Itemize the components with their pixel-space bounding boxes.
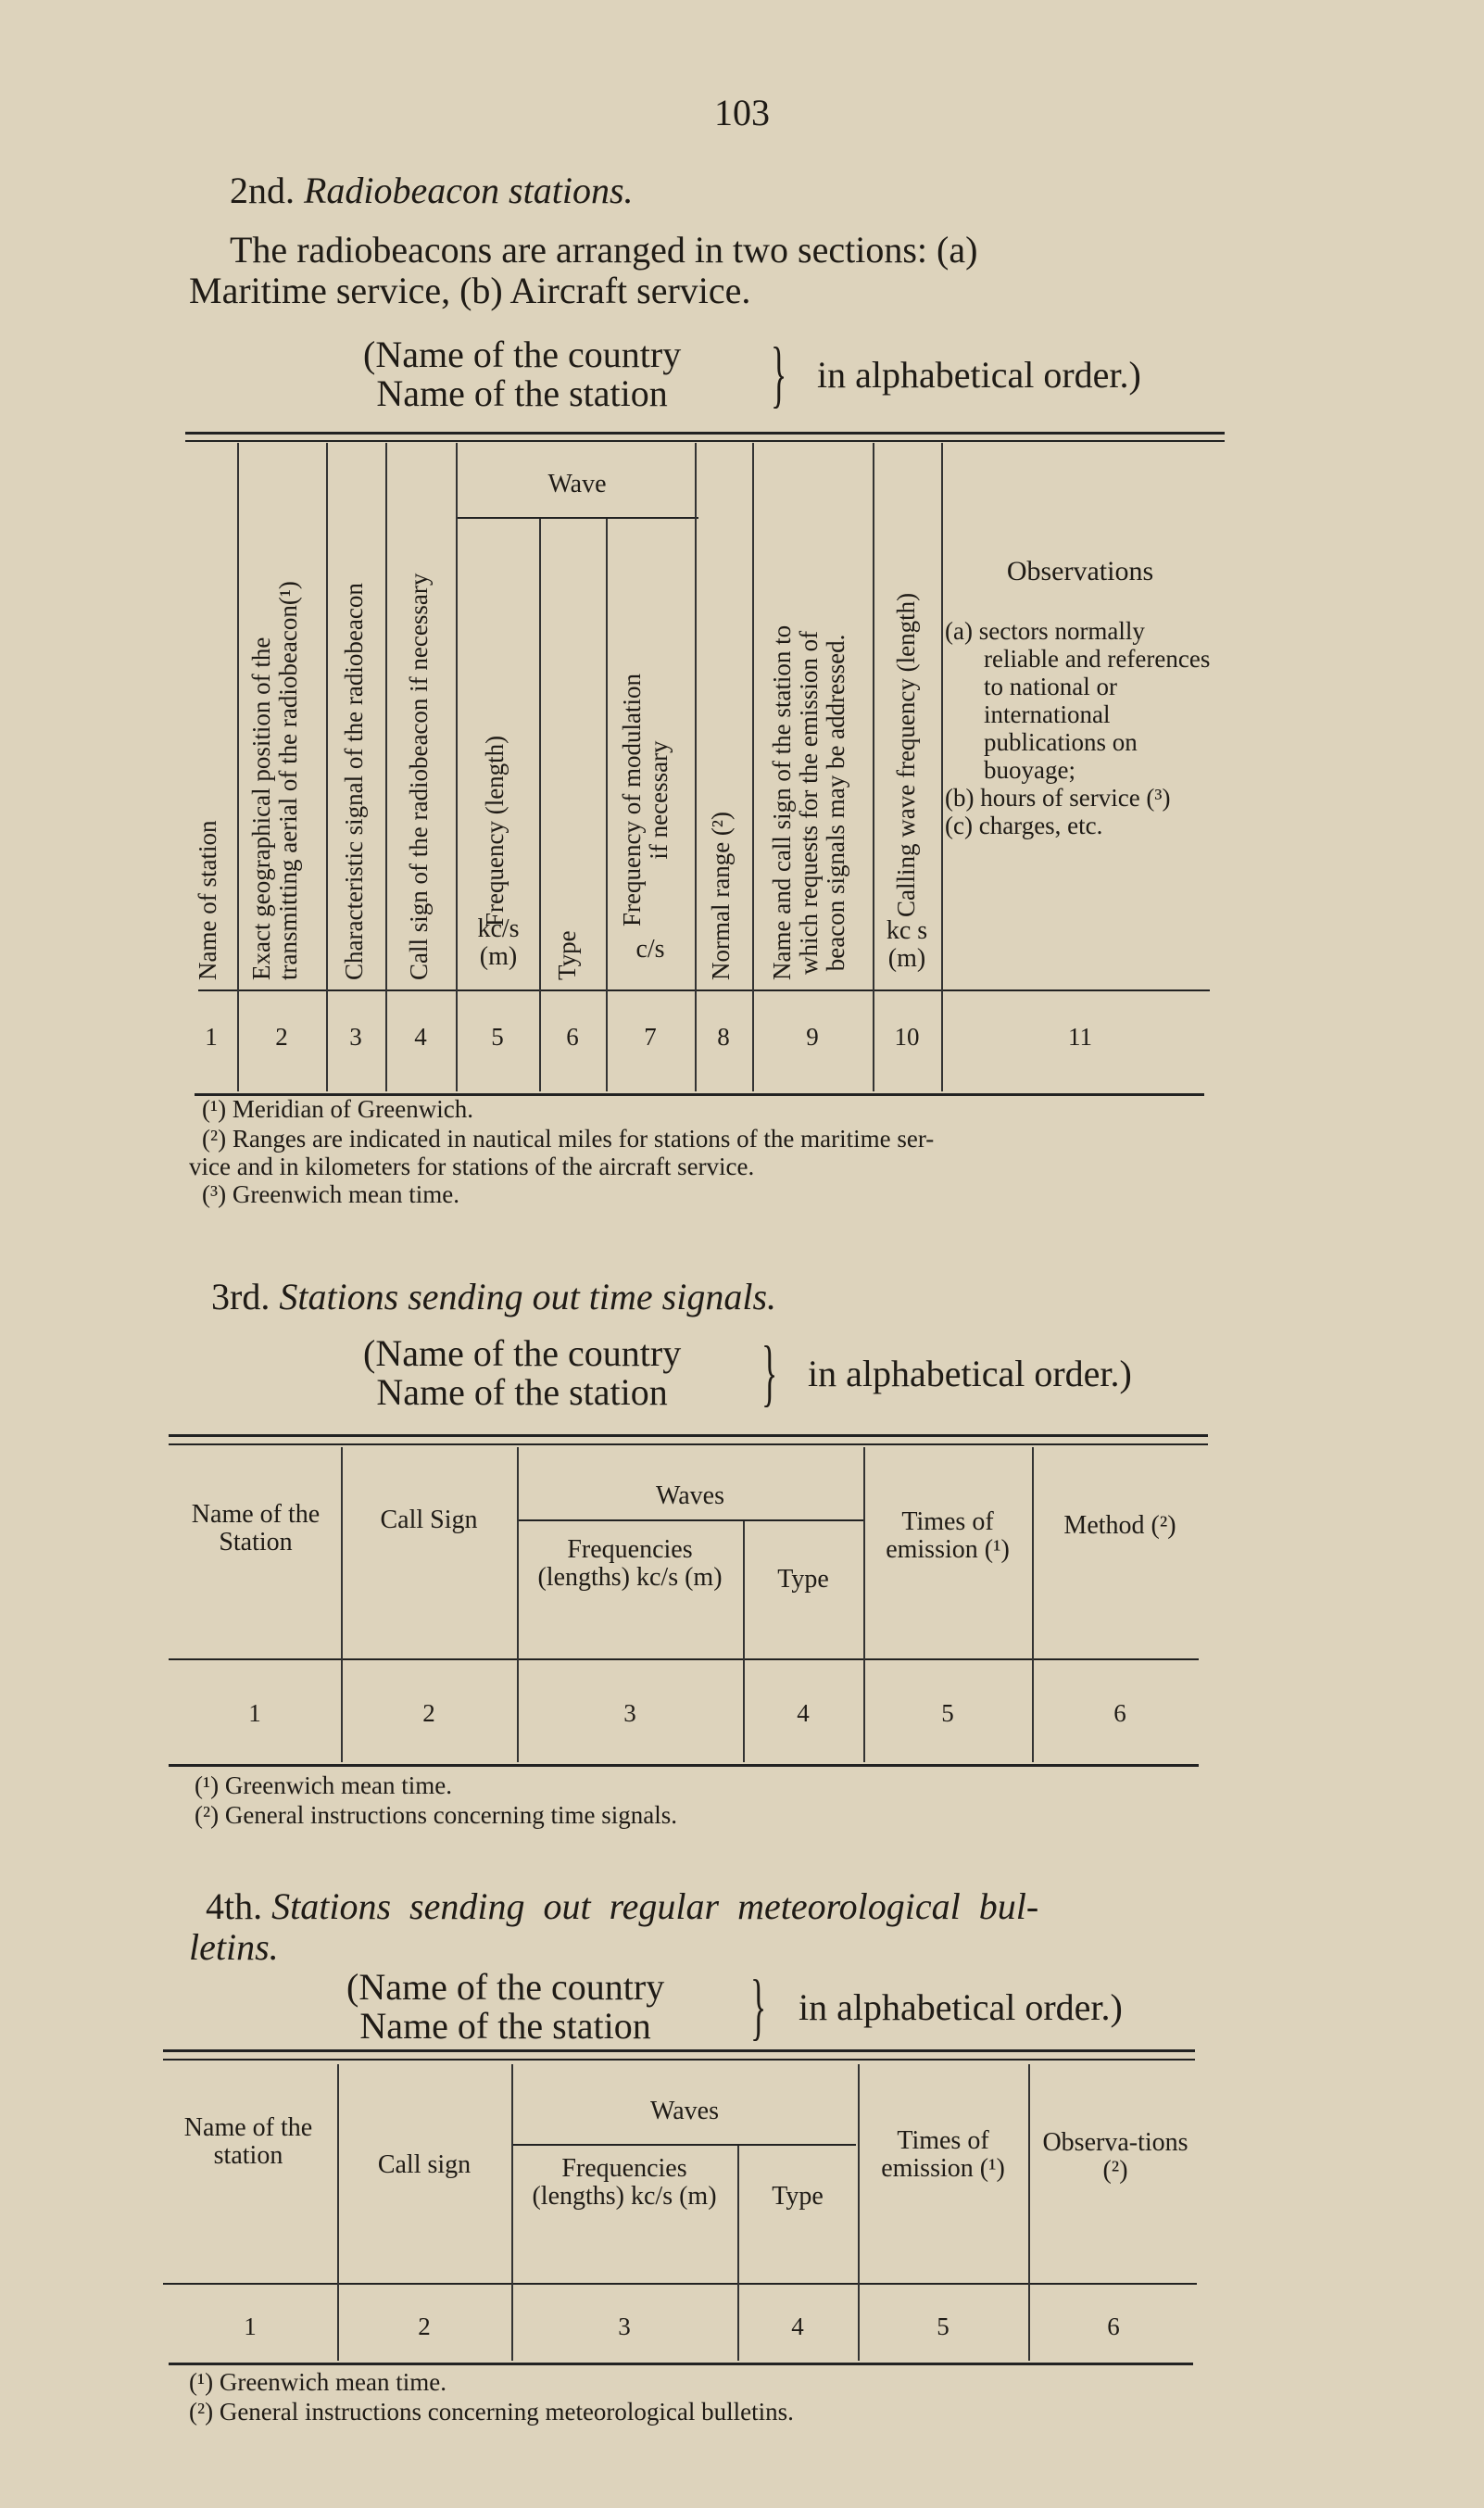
t2-footnote-3: (³) Greenwich mean time. [202, 1180, 459, 1208]
page-number: 103 [714, 92, 770, 133]
t3-col-frequencies: Frequencies (lengths) kc/s (m) [537, 1535, 723, 1592]
section-4-heading [189, 1885, 1225, 1968]
t3-col-waves: Waves [656, 1481, 724, 1510]
table4-header-rule [163, 2283, 1197, 2285]
table2-top-rule-2 [185, 440, 1225, 442]
t4-footnote-2: (²) General instructions concerning meteorological bulletins. [189, 2398, 794, 2426]
t2-num-10: 10 [894, 1023, 920, 1051]
brace-icon: } [750, 1966, 767, 2048]
t2-footnote-1: (¹) Meridian of Greenwich. [202, 1095, 473, 1123]
t2-sep-6 [606, 519, 608, 1091]
t2-num-6: 6 [566, 1023, 579, 1051]
table2-wave-rule [456, 517, 698, 519]
section-3-order-note: (Name of the country Name of the station } in alphabetical order.) [363, 1332, 1132, 1414]
t3-num-4: 4 [797, 1699, 810, 1727]
table4-bottom-rule [169, 2363, 1193, 2365]
order-names: (Name of the country Name of the station [363, 1332, 682, 1413]
t3-col-name: Name of the Station [191, 1500, 321, 1556]
t4-footnote-1: (¹) Greenwich mean time. [189, 2368, 446, 2396]
brace-icon: } [771, 334, 787, 415]
t4-col-call-sign: Call sign [377, 2150, 472, 2179]
t2-num-4: 4 [414, 1023, 427, 1051]
t2-col-wave: Wave [547, 470, 607, 498]
t3-col-type: Type [777, 1565, 829, 1594]
t4-num-2: 2 [418, 2313, 431, 2340]
t2-num-7: 7 [644, 1023, 657, 1051]
t2-num-11: 11 [1068, 1023, 1092, 1051]
t3-num-2: 2 [422, 1699, 435, 1727]
t4-num-4: 4 [791, 2313, 804, 2340]
t2-col-modulation-units: c/s [635, 935, 665, 964]
t4-num-3: 3 [618, 2313, 631, 2340]
t2-num-3: 3 [349, 1023, 362, 1051]
t2-footnote-2a: (²) Ranges are indicated in nautical miles for stations of the maritime ser- [202, 1125, 935, 1153]
table2-header-rule [198, 989, 1210, 991]
t2-num-1: 1 [205, 1023, 218, 1051]
t2-col-calling-wave-units: kc s (m) [886, 916, 928, 973]
t4-col-waves: Waves [650, 2097, 719, 2125]
t2-col-frequency-units: kc/s (m) [477, 914, 520, 971]
t2-footnote-2b: vice and in kilometers for stations of the aircraft service. [189, 1153, 755, 1180]
section-2-intro: The radiobeacons are arranged in two sections: (a) Maritime service, (b) Aircraft service. [189, 229, 978, 311]
table3-top-rule [169, 1434, 1208, 1437]
t3-col-times: Times of emission (¹) [886, 1507, 1010, 1564]
t2-col-frequency: Frequency (length) [481, 735, 509, 926]
t2-sep-5 [539, 519, 541, 1091]
t2-col-modulation: Frequency of modulation if necessary [618, 674, 673, 926]
t3-footnote-1: (¹) Greenwich mean time. [195, 1771, 452, 1799]
t2-sep-10 [941, 443, 943, 1091]
t2-col-observations: Observations [1006, 556, 1154, 586]
t4-col-name: Name of the station [183, 2113, 313, 2170]
section-4-number: 4th. [206, 1885, 263, 1927]
table4-waves-rule [511, 2144, 856, 2146]
section-2-heading [230, 169, 634, 212]
t4-num-1: 1 [244, 2313, 257, 2340]
table3-header-rule [169, 1658, 1199, 1660]
section-2-order-note: (Name of the country Name of the station } in alphabetical order.) [363, 334, 1141, 415]
t2-sep-2 [326, 443, 328, 1091]
t3-col-method: Method (²) [1063, 1511, 1176, 1540]
t2-col-characteristic-signal: Characteristic signal of the radiobeacon [340, 583, 368, 980]
section-3-title: Stations sending out time signals. [279, 1276, 777, 1317]
t2-col-calling-wave: Calling wave frequency (length) [892, 592, 920, 917]
table3-waves-rule [517, 1519, 863, 1521]
t4-num-6: 6 [1107, 2313, 1120, 2340]
t4-col-type: Type [772, 2182, 824, 2211]
section-3-heading [211, 1275, 776, 1318]
t3-num-6: 6 [1113, 1699, 1126, 1727]
table4-top-rule [163, 2049, 1195, 2052]
section-4-order-note: (Name of the country Name of the station } in alphabetical order.) [346, 1966, 1123, 2048]
t3-num-3: 3 [623, 1699, 636, 1727]
t2-col-request-station: Name and call sign of the station to which requests for the emission of beacon signals may be addressed. [768, 624, 849, 980]
t4-col-observations: Observa-tions (²) [1042, 2128, 1188, 2185]
t3-num-1: 1 [248, 1699, 261, 1727]
t2-num-8: 8 [717, 1023, 730, 1051]
t2-observations-notes: (a) sectors normally reliable and references to national or international publications on buoyage; (b) hours of service (³) (c) charges, etc. [945, 617, 1211, 839]
t2-num-5: 5 [491, 1023, 504, 1051]
t2-sep-9 [873, 443, 874, 1091]
t3-num-5: 5 [941, 1699, 954, 1727]
t2-num-9: 9 [806, 1023, 819, 1051]
t4-col-frequencies: Frequencies (lengths) kc/s (m) [532, 2154, 717, 2211]
order-names: (Name of the country Name of the station [346, 1966, 665, 2047]
t3-footnote-2: (²) General instructions concerning time signals. [195, 1801, 677, 1829]
t2-sep-4 [456, 443, 458, 1091]
order-names: (Name of the country Name of the station [363, 334, 682, 414]
section-4-title-line1: Stations sending out regular meteorological bul- [271, 1885, 1039, 1927]
t2-num-2: 2 [275, 1023, 288, 1051]
table3-bottom-rule [169, 1764, 1199, 1767]
t2-col-name-of-station: Name of station [194, 820, 221, 980]
section-3-number: 3rd. [211, 1276, 270, 1317]
table2-top-rule [185, 432, 1225, 435]
t2-sep-1 [237, 443, 239, 1091]
section-2-title: Radiobeacon stations. [304, 170, 634, 211]
t2-col-normal-range: Normal range (²) [707, 811, 735, 980]
section-2-number: 2nd. [230, 170, 295, 211]
t2-col-type: Type [553, 930, 581, 980]
t3-col-call-sign: Call Sign [380, 1506, 478, 1534]
t2-col-position: Exact geographical position of the transmitting aerial of the radiobeacon(¹) [247, 581, 302, 980]
t2-sep-3 [385, 443, 387, 1091]
section-4-title-line2: letins. [189, 1926, 279, 1968]
table3-top-rule-2 [169, 1443, 1208, 1445]
table4-top-rule-2 [163, 2059, 1195, 2061]
t4-num-5: 5 [937, 2313, 950, 2340]
t2-sep-8 [752, 443, 754, 1091]
t2-sep-7 [695, 443, 697, 1091]
t2-col-call-sign: Call sign of the radiobeacon if necessary [405, 573, 433, 980]
t4-col-times: Times of emission (¹) [881, 2126, 1005, 2183]
brace-icon: } [761, 1332, 778, 1414]
